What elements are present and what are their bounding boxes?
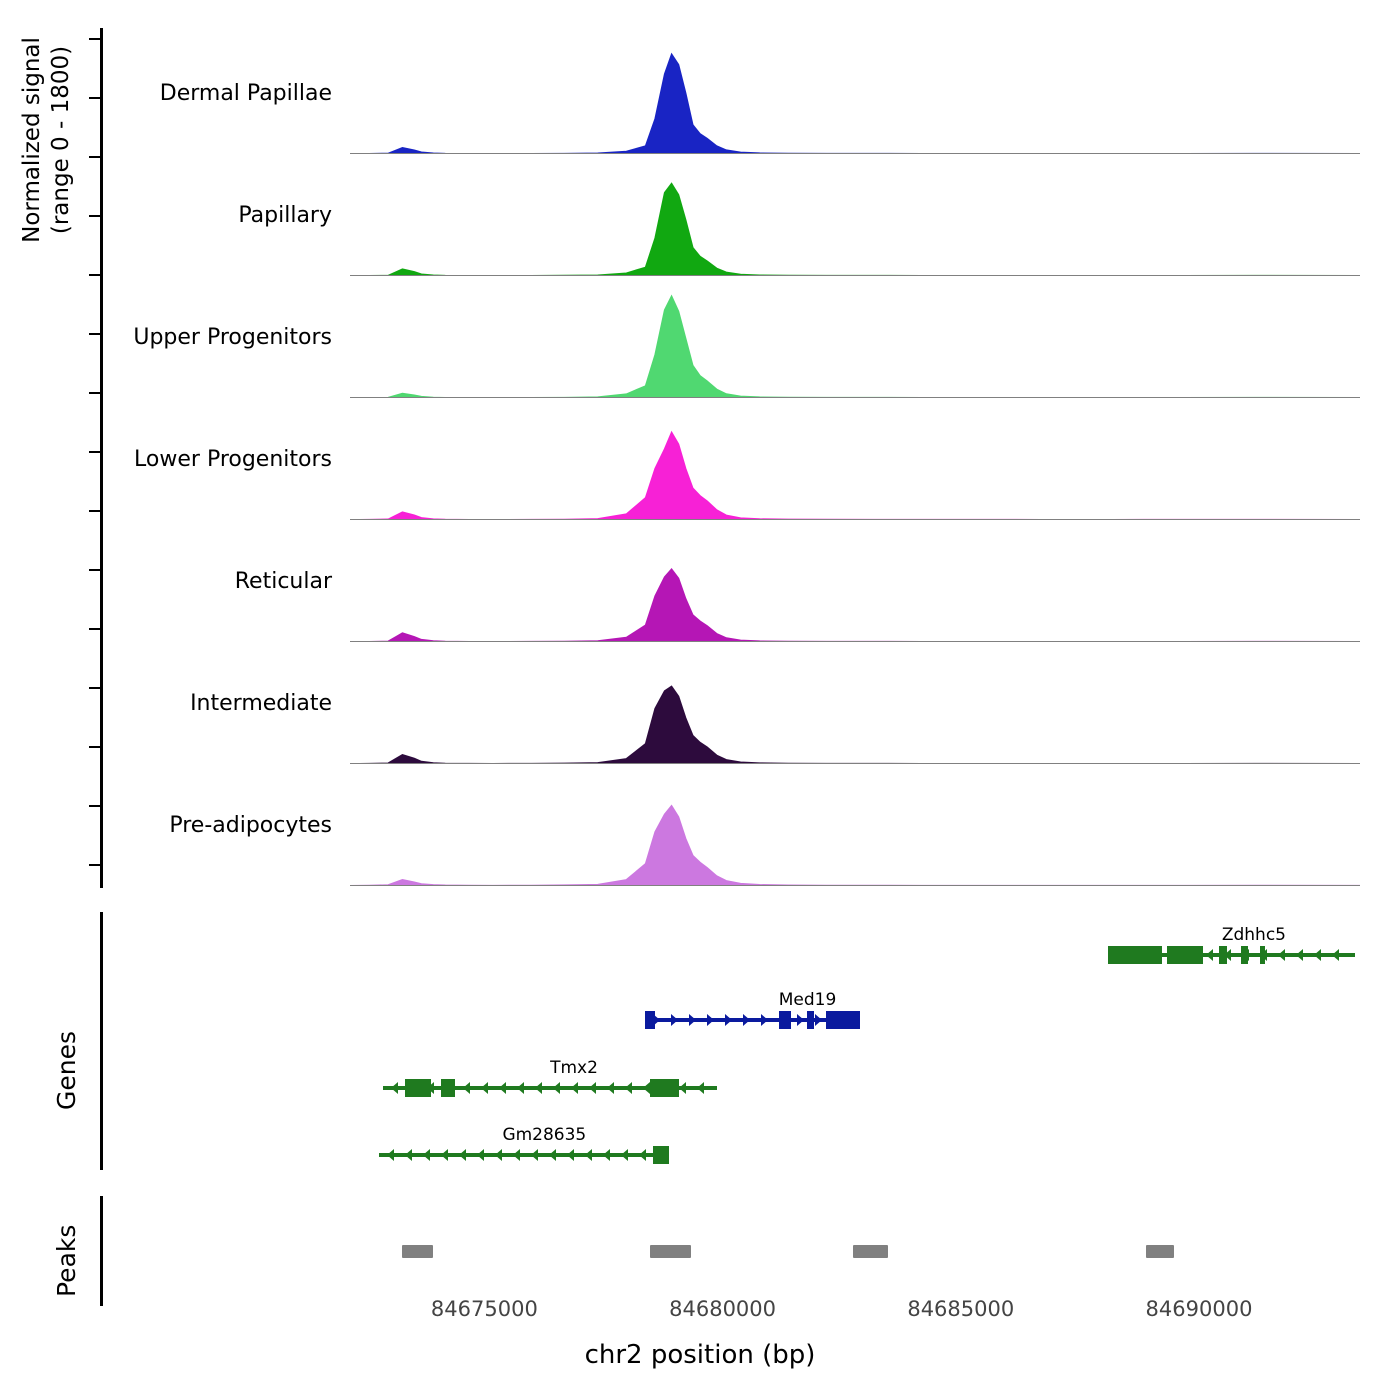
gene-strand-arrow: [761, 1014, 768, 1026]
gene-strand-arrow: [499, 1082, 506, 1094]
gene-strand-arrow: [585, 1149, 592, 1161]
gene-strand-arrow: [1206, 949, 1213, 961]
y-tick: [89, 687, 100, 689]
signal-track-label: Upper Progenitors: [133, 325, 332, 350]
gene-strand-arrow: [387, 1149, 394, 1161]
y-axis-label-line2: (range 0 - 1800): [47, 45, 74, 235]
gene-exon: [826, 1011, 859, 1029]
signal-area: [350, 520, 1360, 642]
y-tick: [89, 215, 100, 217]
peak-region: [402, 1245, 433, 1258]
gene-strand-arrow: [679, 1082, 686, 1094]
peaks-axis-spine: [100, 1196, 103, 1306]
gene-strand-arrow: [625, 1082, 632, 1094]
y-tick: [89, 864, 100, 866]
signal-area: [350, 398, 1360, 520]
signal-track-label: Papillary: [238, 203, 332, 228]
signal-baseline: [350, 885, 1360, 886]
y-tick: [89, 274, 100, 276]
gene-strand-arrow: [671, 1014, 678, 1026]
gene-strand-arrow: [639, 1149, 646, 1161]
signal-track-label: Dermal Papillae: [159, 81, 332, 106]
y-tick: [89, 451, 100, 453]
signal-axis-spine: [100, 28, 103, 888]
signal-track-label: Lower Progenitors: [134, 447, 332, 472]
gene-strand-arrow: [459, 1149, 466, 1161]
gene-exon: [650, 1079, 679, 1097]
gene-strand-arrow: [441, 1149, 448, 1161]
x-tick-label: 84675000: [430, 1297, 538, 1321]
y-tick: [89, 97, 100, 99]
gene-name-label: Tmx2: [550, 1058, 598, 1078]
gene-strand-arrow: [621, 1149, 628, 1161]
gene-strand-arrow: [1278, 949, 1285, 961]
peaks-panel-label: Peaks: [52, 1224, 81, 1297]
gene-strand-arrow: [797, 1014, 804, 1026]
peak-region: [853, 1245, 889, 1258]
gene-exon: [645, 1011, 655, 1029]
gene-strand-arrow: [689, 1014, 696, 1026]
peak-region: [650, 1245, 690, 1258]
signal-track: [234, 520, 1360, 642]
gene-strand-arrow: [1296, 949, 1303, 961]
gene-strand-arrow: [405, 1149, 412, 1161]
signal-track: [133, 276, 1360, 398]
gene-name-label: Med19: [778, 990, 837, 1010]
x-tick-label: 84690000: [1145, 1297, 1253, 1321]
x-tick-label: 84680000: [669, 1297, 777, 1321]
gene-name-label: Gm28635: [502, 1125, 587, 1145]
signal-area: [350, 276, 1360, 398]
gene-strand-arrow: [589, 1082, 596, 1094]
signal-track: [159, 32, 1360, 154]
gene-strand-arrow: [513, 1149, 520, 1161]
gene-strand-arrow: [517, 1082, 524, 1094]
gene-strand-arrow: [607, 1082, 614, 1094]
y-tick: [89, 569, 100, 571]
gene-strand-arrow: [481, 1082, 488, 1094]
gene-exon: [1108, 946, 1163, 964]
signal-track: [134, 398, 1360, 520]
signal-track: [190, 642, 1360, 764]
gene-strand-arrow: [571, 1082, 578, 1094]
gene-exon: [1241, 946, 1248, 964]
gene-strand-arrow: [1332, 949, 1339, 961]
gene-strand-arrow: [531, 1149, 538, 1161]
gene-exon: [441, 1079, 455, 1097]
y-tick: [89, 510, 100, 512]
y-tick: [89, 628, 100, 630]
gene-exon: [779, 1011, 791, 1029]
signal-area: [350, 154, 1360, 276]
gene-strand-arrow: [391, 1082, 398, 1094]
y-tick: [89, 38, 100, 40]
gene-exon: [1219, 946, 1226, 964]
gene-strand-arrow: [535, 1082, 542, 1094]
gene-strand-arrow: [743, 1014, 750, 1026]
signal-track-label: Reticular: [234, 569, 332, 594]
gene-strand-arrow: [423, 1149, 430, 1161]
genes-panel-label: Genes: [52, 1030, 81, 1110]
gene-strand-arrow: [707, 1014, 714, 1026]
genes-axis-spine: [100, 912, 103, 1170]
y-tick: [89, 333, 100, 335]
y-axis-label: [18, 0, 76, 300]
y-tick: [89, 392, 100, 394]
gene-exon: [1260, 946, 1265, 964]
y-tick: [89, 746, 100, 748]
signal-area: [350, 764, 1360, 886]
signal-track: [238, 154, 1360, 276]
y-tick: [89, 156, 100, 158]
gene-exon: [1167, 946, 1203, 964]
signal-area: [350, 642, 1360, 764]
gene-strand-arrow: [603, 1149, 610, 1161]
gene-strand-arrow: [725, 1014, 732, 1026]
gene-name-label: Zdhhc5: [1221, 925, 1286, 945]
gene-exon: [807, 1011, 814, 1029]
signal-track-label: Intermediate: [190, 691, 332, 716]
y-axis-label-line1: Normalized signal: [19, 37, 45, 243]
gene-strand-arrow: [815, 1014, 822, 1026]
gene-strand-arrow: [697, 1082, 704, 1094]
x-axis-label: chr2 position (bp): [584, 1340, 816, 1370]
gene-strand-arrow: [495, 1149, 502, 1161]
gene-exon: [405, 1079, 431, 1097]
gene-strand-arrow: [549, 1149, 556, 1161]
gene-strand-arrow: [1314, 949, 1321, 961]
signal-area: [350, 32, 1360, 154]
y-tick: [89, 805, 100, 807]
x-tick-label: 84685000: [907, 1297, 1015, 1321]
signal-track-label: Pre-adipocytes: [169, 813, 332, 838]
signal-track: [169, 764, 1360, 886]
gene-strand-arrow: [463, 1082, 470, 1094]
gene-strand-arrow: [477, 1149, 484, 1161]
gene-exon: [653, 1146, 670, 1164]
gene-strand-arrow: [553, 1082, 560, 1094]
peak-region: [1146, 1245, 1175, 1258]
gene-strand-arrow: [567, 1149, 574, 1161]
